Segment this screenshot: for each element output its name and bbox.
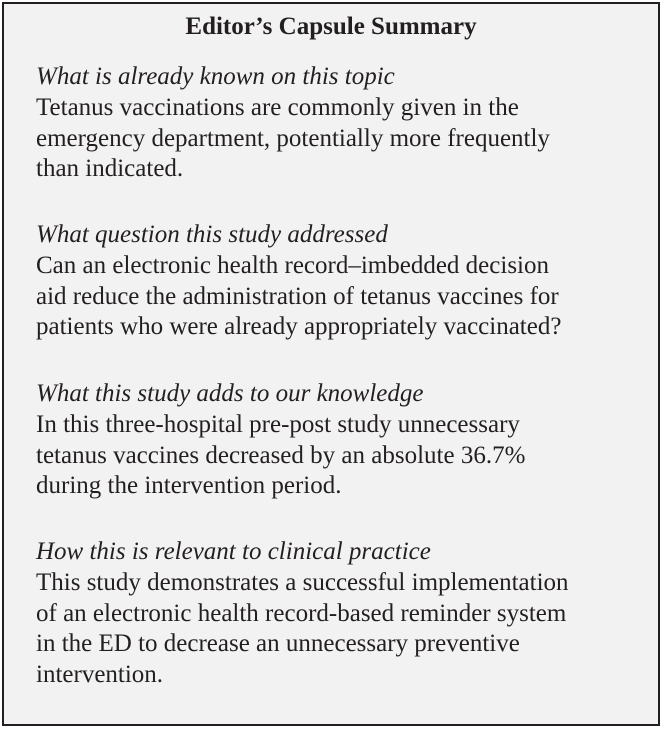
body-line: intervention. — [36, 660, 164, 688]
body-line: during the intervention period. — [36, 472, 342, 499]
body-line: of an electronic health record-based reminder system — [36, 599, 567, 627]
section-body — [36, 251, 636, 343]
section-body — [36, 93, 636, 185]
section-adds — [36, 379, 636, 502]
section-question — [36, 220, 636, 343]
section-heading: What is already known on this topic — [36, 63, 395, 90]
body-line: Tetanus vaccinations are commonly given in the — [36, 94, 519, 121]
section-relevance — [36, 537, 636, 690]
body-line: tetanus vaccines decreased by an absolute 36.7% — [36, 441, 526, 469]
section-body — [36, 410, 636, 502]
section-heading: How this is relevant to clinical practice — [36, 538, 431, 565]
section-heading: What question this study addressed — [36, 221, 388, 248]
section-known — [36, 62, 636, 185]
capsule-title: Editor’s Capsule Summary — [185, 13, 477, 40]
body-line: than indicated. — [36, 155, 184, 182]
body-line: In this three-hospital pre-post study unnecessary — [36, 411, 520, 438]
body-line: This study demonstrates a successful implementation — [36, 569, 569, 596]
body-line: in the ED to decrease an unnecessary preventive — [36, 630, 520, 657]
body-line: emergency department, potentially more frequently — [36, 124, 550, 152]
section-body — [36, 568, 636, 690]
section-heading: What this study adds to our knowledge — [36, 380, 424, 407]
body-line: Can an electronic health record–imbedded decision — [36, 252, 549, 279]
capsule-summary-box — [2, 2, 660, 726]
body-line: aid reduce the administration of tetanus vaccines for — [36, 282, 559, 310]
body-line: patients who were already appropriately vaccinated? — [36, 313, 562, 340]
